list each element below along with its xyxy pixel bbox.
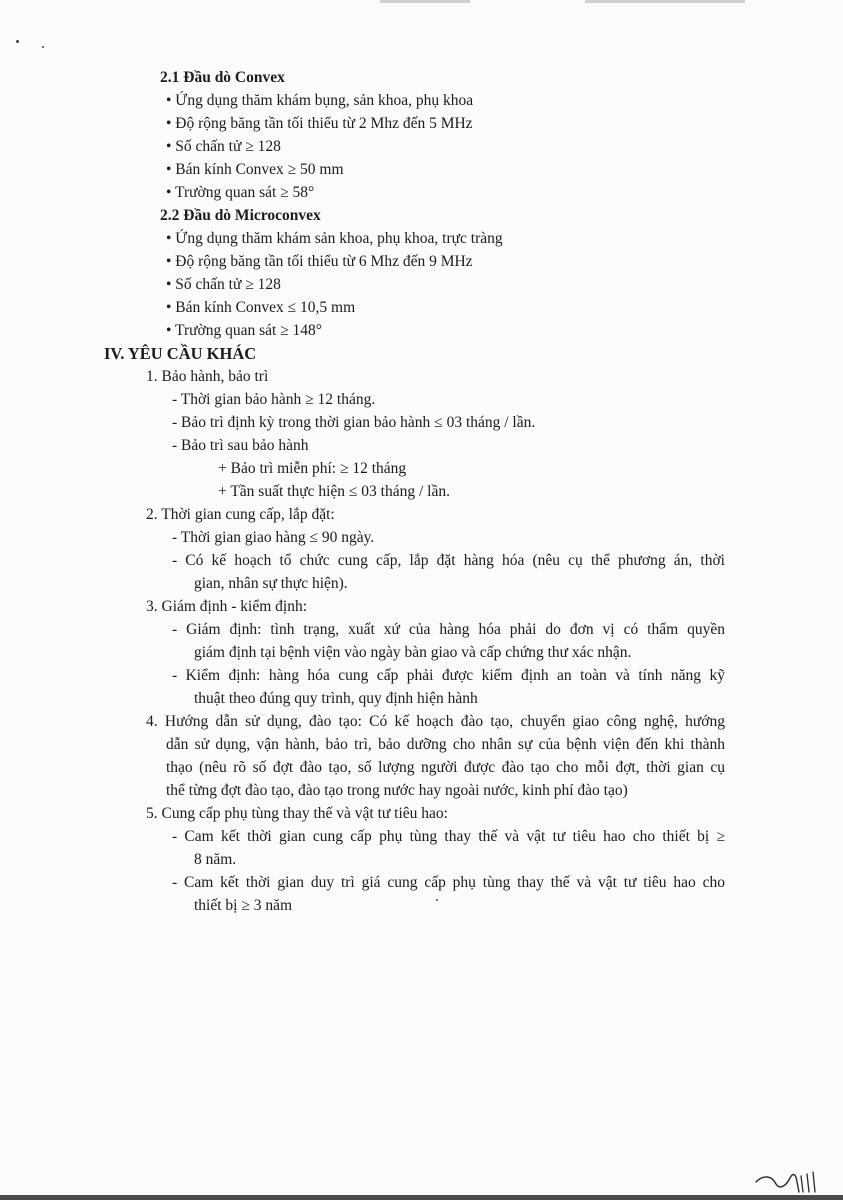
numbered-item-title: 1. Bảo hành, bảo trì — [146, 368, 269, 385]
paragraph-line: thể từng đợt đào tạo, đào tạo trong nước hay ngoài nước, kinh phí đào tạo) — [166, 782, 628, 799]
scan-speck — [42, 46, 44, 48]
top-scan-mark — [585, 0, 745, 3]
dash-item: - Kiểm định: hàng hóa cung cấp phải được kiểm định an toàn và tính năng kỹ — [172, 667, 725, 684]
dash-item-continuation: thiết bị ≥ 3 năm — [194, 897, 293, 914]
plus-item: + Bảo trì miễn phí: ≥ 12 tháng — [218, 460, 407, 477]
section-heading: 2.1 Đầu dò Convex — [160, 69, 285, 86]
dash-item-continuation: giám định tại bệnh viện vào ngày bàn giao và cấp chứng thư xác nhận. — [194, 644, 632, 661]
bullet-item: • Độ rộng băng tần tối thiểu từ 6 Mhz đến 9 MHz — [166, 253, 473, 270]
dash-item-continuation: thuật theo đúng quy trình, quy định hiện hành — [194, 690, 478, 707]
bullet-item: • Số chấn tử ≥ 128 — [166, 276, 281, 293]
numbered-item-title: 4. Hướng dẫn sử dụng, đào tạo: Có kế hoạch đào tạo, chuyển giao công nghệ, hướng — [146, 713, 725, 730]
dash-item-continuation: 8 năm. — [194, 851, 237, 868]
paragraph-line: dẫn sử dụng, vận hành, bảo trì, bảo dưỡng cho nhân sự của bệnh viện đến khi thành — [166, 736, 725, 753]
numbered-item-title: 5. Cung cấp phụ tùng thay thế và vật tư tiêu hao: — [146, 805, 448, 822]
dash-item-continuation: gian, nhân sự thực hiện). — [194, 575, 348, 592]
bullet-item: • Bán kính Convex ≤ 10,5 mm — [166, 299, 356, 316]
section-heading: 2.2 Đầu dò Microconvex — [160, 207, 321, 224]
dash-item: - Cam kết thời gian cung cấp phụ tùng thay thế và vật tư tiêu hao cho thiết bị ≥ — [172, 828, 725, 845]
scan-speck — [436, 899, 438, 901]
numbered-item-title: 3. Giám định - kiểm định: — [146, 598, 308, 615]
bullet-item: • Độ rộng băng tần tối thiểu từ 2 Mhz đến 5 MHz — [166, 115, 473, 132]
dash-item: - Thời gian giao hàng ≤ 90 ngày. — [172, 529, 375, 546]
numbered-item-title: 2. Thời gian cung cấp, lắp đặt: — [146, 506, 335, 523]
top-scan-mark — [380, 0, 470, 3]
bullet-item: • Ứng dụng thăm khám bụng, sản khoa, phụ khoa — [166, 92, 474, 109]
bullet-item: • Số chấn tử ≥ 128 — [166, 138, 281, 155]
handwritten-initials — [752, 1162, 824, 1198]
plus-item: + Tần suất thực hiện ≤ 03 tháng / lần. — [218, 483, 450, 500]
paragraph-line: thạo (nêu rõ số đợt đào tạo, số lượng người được đào tạo cho mỗi đợt, thời gian cụ — [166, 759, 725, 776]
dash-item: - Bảo trì định kỳ trong thời gian bảo hành ≤ 03 tháng / lần. — [172, 414, 536, 431]
bullet-item: • Bán kính Convex ≥ 50 mm — [166, 161, 344, 178]
dash-item: - Thời gian bảo hành ≥ 12 tháng. — [172, 391, 376, 408]
dash-item: - Cam kết thời gian duy trì giá cung cấp phụ tùng thay thế và vật tư tiêu hao cho — [172, 874, 725, 891]
bullet-item: • Trường quan sát ≥ 58° — [166, 184, 315, 201]
scan-bottom-edge — [0, 1195, 843, 1200]
bullet-item: • Ứng dụng thăm khám sản khoa, phụ khoa, trực tràng — [166, 230, 503, 247]
section-heading: IV. YÊU CẦU KHÁC — [104, 344, 257, 363]
dash-item: - Bảo trì sau bảo hành — [172, 437, 309, 454]
scan-speck — [16, 40, 19, 43]
dash-item: - Có kế hoạch tổ chức cung cấp, lắp đặt hàng hóa (nêu cụ thể phương án, thời — [172, 552, 725, 569]
bullet-item: • Trường quan sát ≥ 148° — [166, 322, 323, 339]
dash-item: - Giám định: tình trạng, xuất xứ của hàng hóa phải do đơn vị có thẩm quyền — [172, 621, 725, 638]
